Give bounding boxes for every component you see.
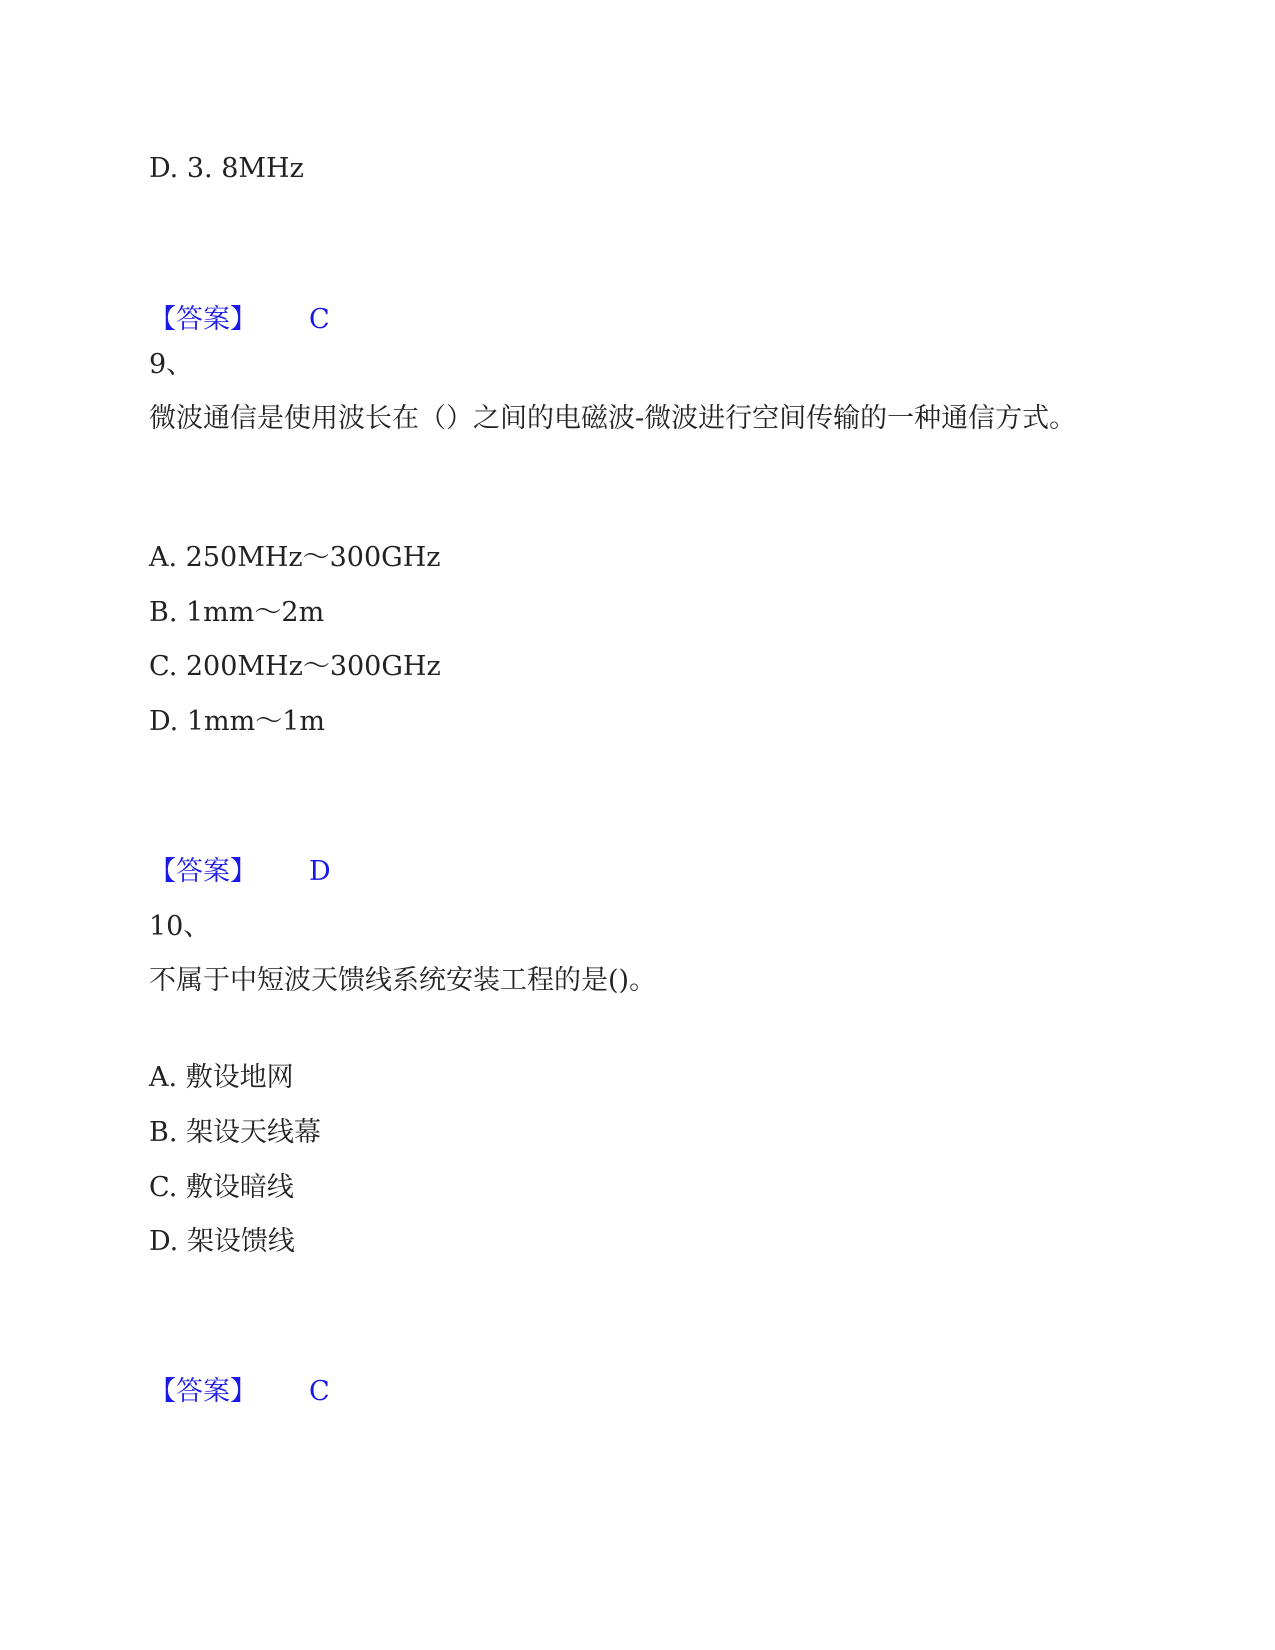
answer-label: 【答案】 (149, 856, 257, 887)
question-10-number: 10、 (149, 911, 211, 942)
question-9-number: 9、 (149, 349, 194, 380)
question-9-stem: 微波通信是使用波长在（）之间的电磁波-微波进行空间传输的一种通信方式。 (149, 403, 1077, 434)
question-10-option-c: C. 敷设暗线 (149, 1172, 294, 1203)
question-10-answer-row (149, 1372, 330, 1412)
question-9-option-c: C. 200MHz～300GHz (149, 651, 441, 682)
answer-value: D (309, 856, 331, 887)
question-9-option-b: B. 1mm～2m (149, 597, 325, 628)
question-10-stem: 不属于中短波天馈线系统安装工程的是()。 (149, 965, 657, 996)
answer-label: 【答案】 (149, 304, 257, 335)
question-9-option-a: A. 250MHz～300GHz (149, 542, 441, 573)
question-9-option-d: D. 1mm～1m (149, 706, 326, 737)
answer-value: C (309, 1376, 330, 1407)
question-9-answer-row (149, 852, 331, 892)
question-10-option-a: A. 敷设地网 (149, 1062, 294, 1093)
question-10-option-d: D. 架设馈线 (149, 1226, 295, 1257)
prev-answer-row (149, 300, 330, 340)
answer-value: C (309, 304, 330, 335)
question-10-option-b: B. 架设天线幕 (149, 1117, 322, 1148)
prev-option-d: D. 3. 8MHz (149, 153, 304, 184)
answer-label: 【答案】 (149, 1376, 257, 1407)
